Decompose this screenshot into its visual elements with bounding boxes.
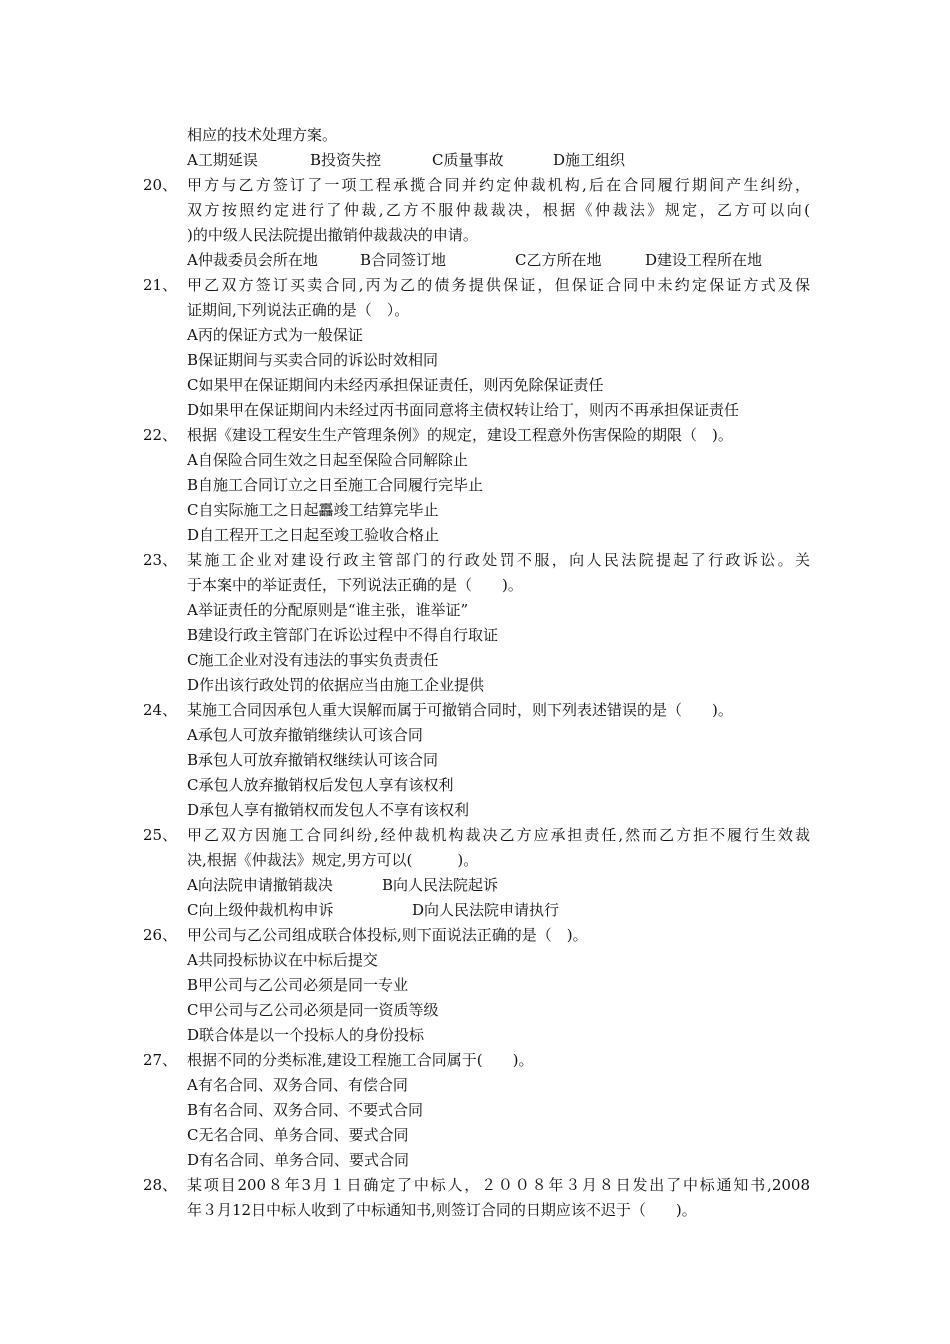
question-stem-line: 甲方与乙方签订了一项工程承揽合同并约定仲裁机构,后在合同履行期间产生纠纷， <box>187 176 810 194</box>
option-b: B向人民法院起诉 <box>382 876 499 894</box>
option-c: C如果甲在保证期间内未经丙承担保证责任，则丙免除保证责任 <box>187 376 604 394</box>
question-number: 27、 <box>143 1051 178 1069</box>
question-stem-line: )的中级人民法院提出撤销仲裁裁决的申请。 <box>187 226 478 244</box>
option-c: C无名合同、单务合同、要式合同 <box>187 1126 409 1144</box>
question-number: 20、 <box>143 176 178 194</box>
option-a: A举证责任的分配原则是“谁主张，谁举证” <box>187 601 469 619</box>
question-stem-line: 某项目200８年3月１日确定了中标人，２００８年３月８日发出了中标通知书,2008 <box>187 1176 810 1194</box>
option-d: D施工组织 <box>553 151 626 169</box>
option-c: C自实际施工之日起靐竣工结算完毕止 <box>187 501 439 519</box>
question-number: 28、 <box>143 1176 178 1194</box>
option-a: A工期延误 <box>187 151 258 169</box>
option-d: D联合体是以一个投标人的身份投标 <box>187 1026 425 1044</box>
option-d: D自工程开工之日起至竣工验收合格止 <box>187 526 440 544</box>
option-b: B自施工合同订立之日至施工合同履行完毕止 <box>187 476 484 494</box>
option-c: C乙方所在地 <box>515 251 602 269</box>
option-d: D建设工程所在地 <box>645 251 763 269</box>
option-b: B建设行政主管部门在诉讼过程中不得自行取证 <box>187 626 499 644</box>
question-19-stem-line: 相应的技术处理方案。 <box>187 126 338 144</box>
option-b: B承包人可放弃撤销权继续认可该合同 <box>187 751 439 769</box>
question-number: 25、 <box>143 826 178 844</box>
option-a: A承包人可放弃撤销继续认可该合同 <box>187 726 423 744</box>
option-d: D承包人享有撤销权而发包人不享有该权利 <box>187 801 470 819</box>
question-stem-line: 根据《建设工程安生生产管理条例》的规定，建设工程意外伤害保险的期限（ )。 <box>187 426 733 444</box>
option-a: A向法院申请撤销裁决 <box>187 876 333 894</box>
option-d: D有名合同、单务合同、要式合同 <box>187 1151 410 1169</box>
question-stem-line: 甲公司与乙公司组成联合体投标,则下面说法正确的是（ )。 <box>187 926 588 944</box>
option-d: D向人民法院申请执行 <box>412 901 560 919</box>
option-d: D作出该行政处罚的依据应当由施工企业提供 <box>187 676 485 694</box>
question-stem-line: 年３月12日中标人收到了中标通知书,则签订合同的日期应该不迟于（ )。 <box>187 1201 697 1219</box>
question-options <box>187 248 810 273</box>
question-19-options <box>187 148 810 173</box>
question-stem-line: 甲乙双方签订买卖合同,丙为乙的债务提供保证，但保证合同中未约定保证方式及保 <box>187 276 810 294</box>
question-number: 26、 <box>143 926 178 944</box>
question-number: 23、 <box>143 551 178 569</box>
option-c: C承包人放弃撤销权后发包人享有该权利 <box>187 776 454 794</box>
question-stem-line: 甲乙双方因施工合同纠纷,经仲裁机构裁决乙方应承担责任,然而乙方拒不履行生效裁 <box>187 826 810 844</box>
option-b: B保证期间与买卖合同的诉讼时效相同 <box>187 351 439 369</box>
option-a: A自保险合同生效之日起至保险合同解除止 <box>187 451 468 469</box>
option-b: B投资失控 <box>310 151 382 169</box>
option-d: D如果甲在保证期间内未经过丙书面同意将主债权转让给丁，则丙不再承担保证责任 <box>187 401 740 419</box>
question-stem-line: 根据不同的分类标准,建设工程施工合同属于( )。 <box>187 1051 534 1069</box>
option-b: B有名合同、双务合同、不要式合同 <box>187 1101 424 1119</box>
question-number: 24、 <box>143 701 178 719</box>
question-options <box>187 898 810 923</box>
option-c: C施工企业对没有违法的事实负责责任 <box>187 651 439 669</box>
question-number: 21、 <box>143 276 178 294</box>
question-stem-line: 证期间,下列说法正确的是（ ）。 <box>187 301 410 319</box>
option-b: B甲公司与乙公司必须是同一专业 <box>187 976 409 994</box>
option-a: A共同投标协议在中标后提交 <box>187 951 378 969</box>
option-c: C甲公司与乙公司必须是同一资质等级 <box>187 1001 439 1019</box>
question-options <box>187 873 810 898</box>
option-a: A有名合同、双务合同、有偿合同 <box>187 1076 408 1094</box>
question-stem-line: 双方按照约定进行了仲裁,乙方不服仲裁裁决，根据《仲裁法》规定，乙方可以向( <box>187 201 810 219</box>
question-number: 22、 <box>143 426 178 444</box>
question-stem-line: 某施工企业对建设行政主管部门的行政处罚不服，向人民法院提起了行政诉讼。关 <box>187 551 810 569</box>
question-stem-line: 决,根据《仲裁法》规定,男方可以( )。 <box>187 851 479 869</box>
option-c: C质量事故 <box>432 151 504 169</box>
option-a: A丙的保证方式为一般保证 <box>187 326 363 344</box>
question-stem-line: 某施工合同因承包人重大误解而属于可撤销合同时，则下列表述错误的是（ )。 <box>187 701 733 719</box>
option-a: A仲裁委员会所在地 <box>187 251 318 269</box>
option-c: C向上级仲裁机构申诉 <box>187 901 334 919</box>
question-stem-line: 于本案中的举证责任，下列说法正确的是（ )。 <box>187 576 523 594</box>
option-b: B合同签订地 <box>360 251 447 269</box>
